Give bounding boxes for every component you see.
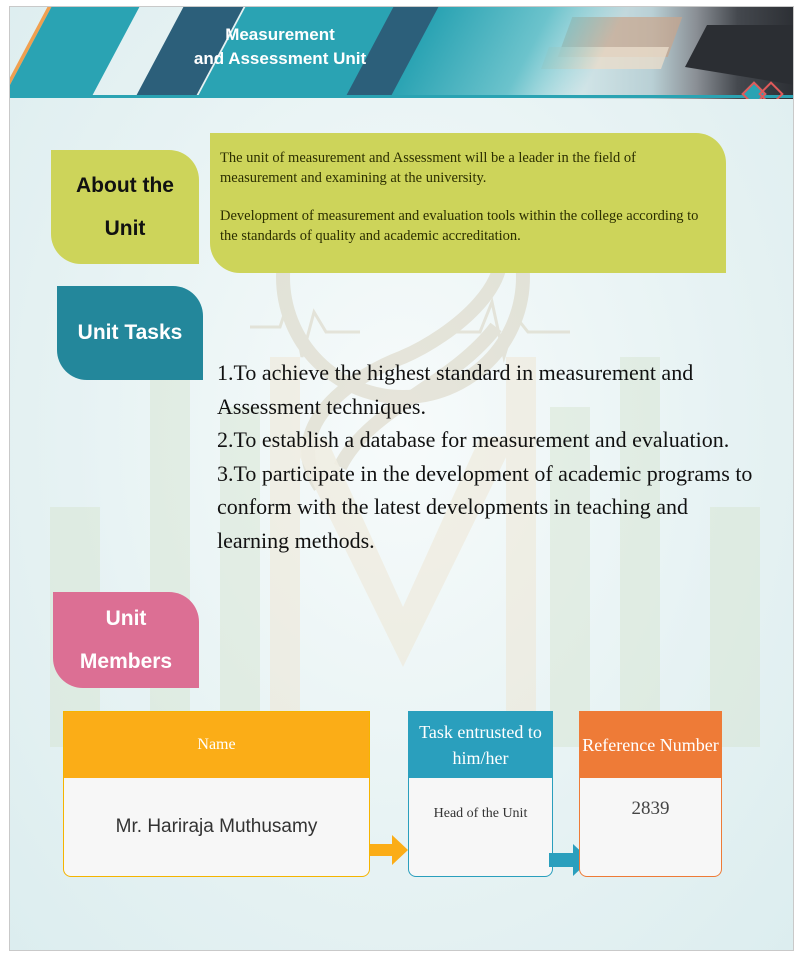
header-stripe <box>10 7 139 95</box>
page-header <box>10 7 794 99</box>
member-name-card <box>63 711 370 877</box>
about-unit-label <box>51 150 199 264</box>
task-item: 2.To establish a database for measurement and evaluation. <box>217 427 730 452</box>
task-item: 3.To participate in the development of academic programs to conform with the latest developments in teaching and learning methods. <box>217 460 753 553</box>
task-column-header: Task entrusted to him/her <box>409 712 552 778</box>
member-reference-number: 2839 <box>631 798 670 819</box>
about-label-line1: About the <box>76 174 174 197</box>
about-paragraph-2: Development of measurement and evaluation tools within the college according to the standards of quality and academic accreditation. <box>220 208 699 244</box>
about-label-line2: Unit <box>104 217 146 240</box>
members-label-line1: Unit <box>105 607 147 630</box>
page-title-line1: Measurement <box>225 25 335 44</box>
unit-tasks-label: Unit Tasks <box>57 286 203 380</box>
page <box>9 6 794 951</box>
name-column-header: Name <box>64 712 369 778</box>
header-divider <box>10 95 794 98</box>
member-name: Mr. Hariraja Muthusamy <box>115 816 318 837</box>
task-item: 1.To achieve the highest standard in measurement and Assessment techniques. <box>217 360 694 419</box>
member-task-card <box>408 711 553 877</box>
unit-members-label <box>53 592 199 688</box>
about-paragraph-1: The unit of measurement and Assessment will be a leader in the field of measurement and examining at the university. <box>220 150 636 186</box>
page-title <box>170 23 390 71</box>
member-reference-card <box>579 711 722 877</box>
members-label-line2: Members <box>79 650 173 673</box>
unit-tasks-list <box>217 356 757 557</box>
reference-column-header: Reference Number <box>580 712 721 778</box>
member-task: Head of the Unit <box>433 806 528 821</box>
page-title-line2: and Assessment Unit <box>193 49 367 68</box>
about-unit-text <box>210 133 726 273</box>
arrow-right-icon <box>370 833 410 867</box>
